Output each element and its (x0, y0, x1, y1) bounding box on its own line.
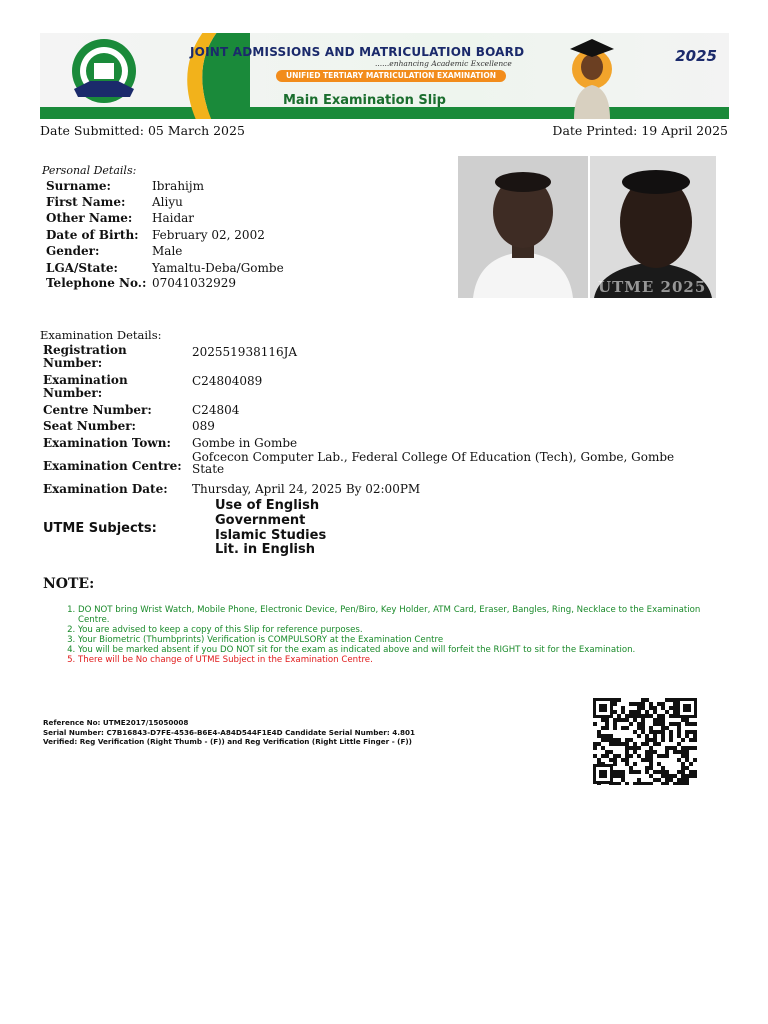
seat-number-label: Seat Number: (43, 419, 136, 433)
utme-subjects-label: UTME Subjects: (43, 521, 157, 536)
student-graduate-illustration (552, 33, 632, 119)
other-name-label: Other Name: (46, 211, 133, 225)
examination-number-label (43, 374, 128, 400)
personal-details-table (46, 178, 446, 298)
passport-photo-illustration (458, 156, 588, 298)
reference-number: Reference No: UTME2017/15050008 (43, 718, 189, 727)
telephone-label: Telephone No.: (46, 276, 147, 290)
centre-number-label: Centre Number: (43, 403, 152, 417)
subject-item: Lit. in English (215, 542, 316, 558)
examination-date-label: Examination Date: (43, 482, 168, 496)
examination-date-value: Thursday, April 24, 2025 By 02:00PM (192, 482, 421, 496)
qr-code-icon (592, 697, 698, 785)
examination-town-label: Examination Town: (43, 436, 171, 450)
capture-photo (590, 156, 716, 298)
first-name-value: Aliyu (152, 195, 183, 209)
examination-centre-label: Examination Centre: (43, 459, 182, 473)
subject-item: Government (215, 512, 306, 528)
lga-state-value: Yamaltu-Deba/Gombe (152, 261, 284, 275)
surname-label: Surname: (46, 179, 111, 193)
other-name-value: Haidar (152, 211, 195, 225)
banner-subtitle: UNIFIED TERTIARY MATRICULATION EXAMINATION (286, 71, 496, 80)
examination-number-value: C24804089 (192, 374, 263, 388)
exam-details-label: Examination Details: (40, 328, 162, 342)
telephone-value: 07041032929 (152, 276, 236, 290)
examination-centre-value-line1: Gofcecon Computer Lab., Federal College Of Education (Tech), Gombe, Gombe (192, 450, 675, 464)
dob-label: Date of Birth: (46, 228, 139, 242)
note-item: 3. Your Biometric (Thumbprints) Verification is COMPULSORY at the Examination Centre (78, 635, 718, 645)
reference-block (43, 718, 415, 747)
lga-state-label: LGA/State: (46, 261, 118, 275)
utme-subjects-list (215, 499, 326, 558)
examination-centre-value (192, 451, 674, 475)
examination-town-value: Gombe in Gombe (192, 436, 298, 450)
passport-photo (458, 156, 588, 298)
banner-year: 2025 (675, 47, 717, 65)
gender-value: Male (152, 244, 183, 258)
registration-number-value: 202551938116JA (192, 345, 298, 359)
subject-item: Use of English (215, 498, 320, 513)
examination-number-label-line1: Examination (43, 373, 128, 387)
note-item: 2. You are advised to keep a copy of this Slip for reference purposes. (78, 625, 718, 635)
banner-tagline: ......enhancing Academic Excellence (375, 59, 512, 68)
surname-value: Ibrahijm (152, 179, 204, 193)
date-printed: Date Printed: 19 April 2025 (552, 123, 728, 138)
date-submitted: Date Submitted: 05 March 2025 (40, 123, 245, 138)
note-item: 4. You will be marked absent if you DO NOT sit for the exam as indicated above and will forfeit the RIGHT to sit for the Examination. (78, 645, 718, 655)
note-item-warning: 5. There will be No change of UTME Subject in the Examination Centre. (78, 655, 718, 665)
registration-number-label-line1: Registration (43, 343, 127, 357)
examination-number-label-line2: Number: (43, 386, 103, 400)
subject-item: Islamic Studies (215, 527, 327, 543)
banner-title: JOINT ADMISSIONS AND MATRICULATION BOARD (190, 45, 525, 59)
registration-number-label (43, 344, 127, 370)
seat-number-value: 089 (192, 419, 215, 433)
note-title: NOTE: (43, 576, 95, 592)
jamb-logo-icon (70, 37, 138, 105)
capture-photo-illustration (590, 156, 716, 298)
exam-details-table (43, 344, 733, 504)
verification-status: Verified: Reg Verification (Right Thumb - (F)) and Reg Verification (Right Little Finger - (F)) (43, 737, 412, 746)
registration-number-label-line2: Number: (43, 356, 103, 370)
gender-label: Gender: (46, 244, 100, 258)
examination-centre-value-line2: State (192, 462, 225, 476)
note-item: 1. DO NOT bring Wrist Watch, Mobile Phone, Electronic Device, Pen/Biro, Key Holder, ATM Card, Eraser, Bangles, Ring, Necklace to the Examination Centre. (78, 605, 718, 625)
slip-title: Main Examination Slip (283, 93, 446, 108)
personal-details-label: Personal Details: (42, 164, 137, 177)
photo-watermark: UTME 2025 (598, 278, 707, 296)
serial-number: Serial Number: C7B16843-D7FE-4536-B6E4-A84D544F1E4D Candidate Serial Number: 4.801 (43, 727, 415, 737)
dob-value: February 02, 2002 (152, 228, 265, 242)
first-name-label: First Name: (46, 195, 126, 209)
note-list (62, 605, 718, 665)
header-banner (40, 33, 729, 119)
centre-number-value: C24804 (192, 403, 240, 417)
